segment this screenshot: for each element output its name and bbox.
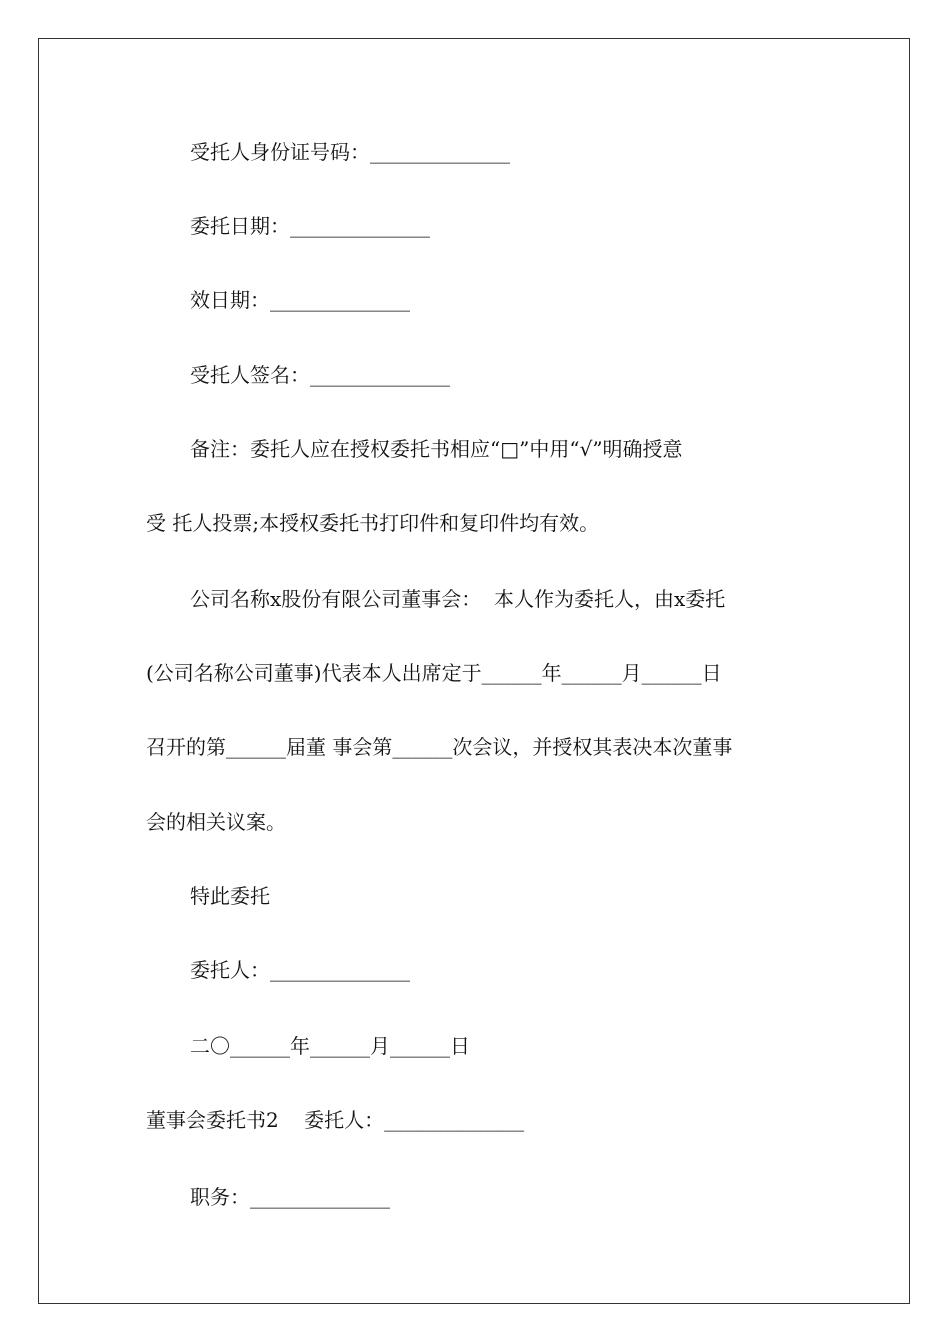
proxy-paragraph-line-4 (0, 808, 950, 836)
principal-text: 委托人：______________ (190, 958, 410, 982)
remark-line-2 (0, 509, 950, 537)
board-proxy-2-text: 董事会委托书2 委托人：______________ (146, 1108, 525, 1132)
date-line (0, 1032, 950, 1060)
hereby-entrust-line (0, 882, 950, 910)
remark-line-1 (0, 435, 950, 463)
trustee-id-number-line (0, 138, 950, 166)
proxy-paragraph-text-3: 召开的第______届董 事会第______次会议，并授权其表决本次董事 (146, 735, 733, 759)
proxy-paragraph-line-1 (0, 585, 950, 613)
principal-line (0, 956, 950, 984)
proxy-paragraph-line-2 (0, 659, 950, 687)
date-text: 二〇______年______月______日 (190, 1034, 470, 1058)
proxy-paragraph-text-4: 会的相关议案。 (146, 810, 286, 834)
trustee-id-number-text: 受托人身份证号码：______________ (190, 140, 510, 164)
proxy-paragraph-text-1: 公司名称x股份有限公司董事会： 本人作为委托人，由x委托 (190, 587, 726, 611)
proxy-paragraph-line-3 (0, 733, 950, 761)
position-text: 职务：______________ (190, 1185, 390, 1209)
trustee-signature-text: 受托人签名：______________ (190, 363, 450, 387)
entrust-date-text: 委托日期：______________ (190, 214, 430, 238)
remark-text-2: 受 托人投票;本授权委托书打印件和复印件均有效。 (146, 511, 600, 535)
entrust-date-line (0, 212, 950, 240)
board-proxy-2-line (0, 1106, 950, 1134)
hereby-entrust-text: 特此委托 (190, 884, 270, 908)
position-line (0, 1183, 950, 1211)
remark-text-1: 备注：委托人应在授权委托书相应“□”中用“√”明确授意 (190, 437, 683, 461)
trustee-signature-line (0, 361, 950, 389)
proxy-paragraph-text-2: (公司名称公司董事)代表本人出席定于______年______月______日 (146, 661, 722, 685)
effective-date-text: 效日期：______________ (190, 288, 410, 312)
effective-date-line (0, 286, 950, 314)
